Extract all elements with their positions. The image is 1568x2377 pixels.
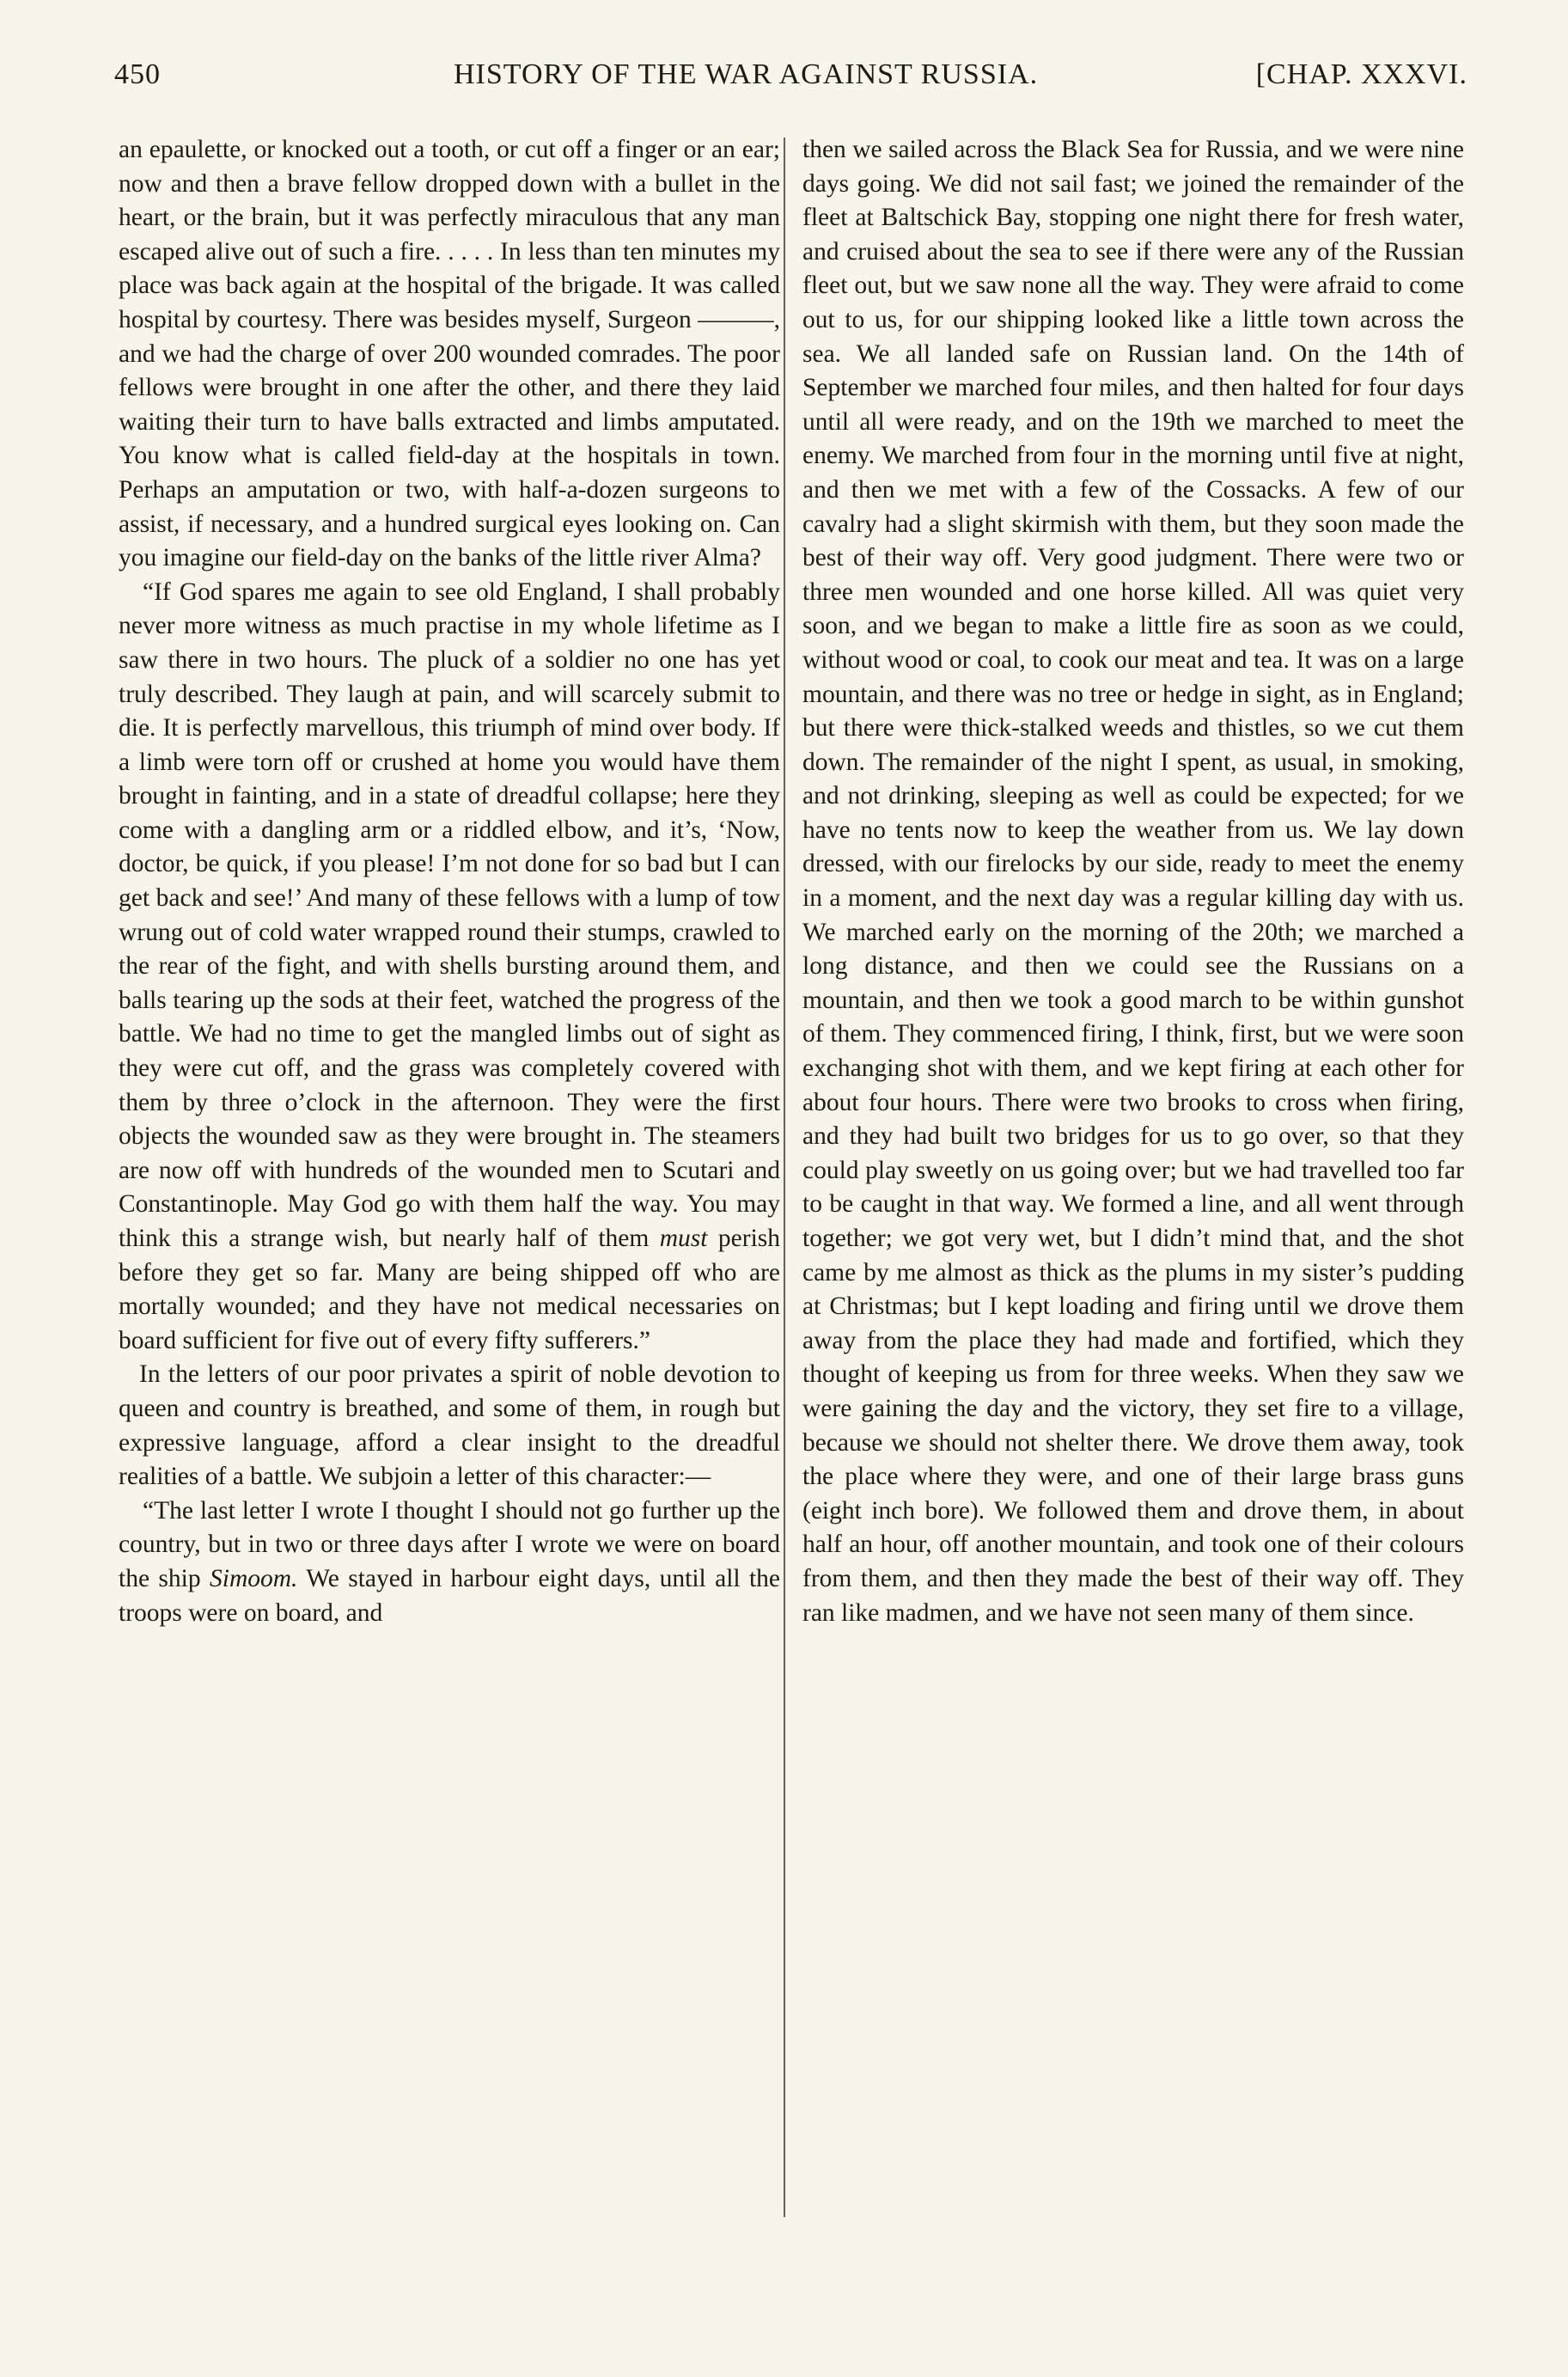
running-title: HISTORY OF THE WAR AGAINST RUSSIA.	[454, 58, 1039, 90]
emphasis-word: must	[659, 1225, 708, 1252]
left-paragraph-4	[119, 1494, 780, 1630]
left-paragraph-3: In the letters of our poor privates a spirit of noble devotion to queen and country is breathed, and some of them, in rough but expressive language, afford a clear insight to the dreadful realities of a battle. We subjoin a letter of this character:—	[119, 1360, 780, 1491]
left-paragraph-4-text-b: We stayed in harbour eight days, until all the troops were on board, and	[119, 1564, 780, 1627]
left-paragraph-4-text-a: “The last letter I wrote I thought I should not go further up the country, but in two or three days after I wrote we were on board the ship	[119, 1496, 780, 1592]
left-column	[119, 133, 780, 2213]
page-number: 450	[114, 58, 161, 90]
left-paragraph-1: an epaulette, or knocked out a tooth, or cut off a finger or an ear; now and then a brave fellow dropped down with a bullet in the heart, or the brain, but it was perfectly miraculous that any man escaped alive out of such a fire. . . . . In less than ten minutes my place was back again at the hospital of the brigade. It was called hospital by courtesy. There was besides myself, Surgeon ———, and we had the charge of over 200 wounded comrades. The poor fellows were brought in one after the other, and there they laid waiting their turn to have balls extracted and limbs amputated. You know what is called field-day at the hospitals in town. Perhaps an amputation or two, with half-a-dozen surgeons to assist, if necessary, and a hundred surgical eyes looking on. Can you imagine our field-day on the banks of the little river Alma?	[119, 136, 780, 572]
ship-name: Simoom.	[210, 1564, 298, 1592]
left-paragraph-2	[119, 576, 780, 1359]
column-divider	[784, 137, 785, 2217]
left-paragraph-2-text-a: “If God spares me again to see old England, I shall probably never more witness as much practise in my whole lifetime as I saw there in two hours. The pluck of a soldier no one has yet truly described. They laugh at pain, and will scarcely submit to die. It is perfectly marvellous, this triumph of mind over body. If a limb were torn off or crushed at home you would have them brought in fainting, and in a state of dreadful collapse; here they come with a dangling arm or a riddled elbow, and it’s, ‘Now, doctor, be quick, if you please! I’m not done for so bad but I can get back and see!’ And many of these fellows with a lump of tow wrung out of cold water wrapped round their stumps, crawled to the rear of the fight, and with shells bursting around them, and balls tearing up the sods at their feet, watched the progress of the battle. We had no time to get the mangled limbs out of sight as they were cut off, and the grass was completely covered with them by three o’clock in the afternoon. They were the first objects the wounded saw as they were brought in. The steamers are now off with hundreds of the wounded men to Scutari and Constantinople. May God go with them half the way. You may think this a strange wish, but nearly half of them	[119, 577, 780, 1252]
chapter-mark: [CHAP. XXXVI.	[1255, 58, 1467, 90]
right-column	[802, 133, 1464, 2213]
running-head	[114, 58, 1467, 110]
left-paragraph-2-text-b: perish before they get so far. Many are being shipped off who are mortally wounded; and they have not medical necessaries on board sufficient for five out of every fifty sufferers.”	[119, 1225, 780, 1354]
right-paragraph-1: then we sailed across the Black Sea for Russia, and we were nine days going. We did not sail fast; we joined the remainder of the fleet at Baltschick Bay, stopping one night there for fresh water, and cruised about the sea to see if there were any of the Russian fleet out, but we saw none all the way. They were afraid to come out to us, for our shipping looked like a little town across the sea. We all landed safe on Russian land. On the 14th of September we marched four miles, and then halted for four days until all were ready, and on the 19th we marched to meet the enemy. We marched from four in the morning until five at night, and then we met with a few of the Cossacks. A few of our cavalry had a slight skirmish with them, but they soon made the best of their way off. Very good judgment. There were two or three men wounded and one horse killed. All was quiet very soon, and we began to make a little fire as soon as we could, without wood or coal, to cook our meat and tea. It was on a large mountain, and there was no tree or hedge in sight, as in England; but there were thick-stalked weeds and thistles, so we cut them down. The remainder of the night I spent, as usual, in smoking, and not drinking, sleeping as well as could be expected; for we have no tents now to keep the weather from us. We lay down dressed, with our firelocks by our side, ready to meet the enemy in a moment, and the next day was a regular killing day with us. We marched early on the morning of the 20th; we marched a long distance, and then we could see the Russians on a mountain, and then we took a good march to be within gunshot of them. They commenced firing, I think, first, but we were soon exchanging shot with them, and we kept firing at each other for about four hours. There were two brooks to cross when firing, and they had built two bridges for us to go over, so that they could play sweetly on us going over; but we had travelled too far to be caught in that way. We formed a line, and all went through together; we got very wet, but I didn’t mind that, and the shot came by me almost as thick as the plums in my sister’s pudding at Christmas; but I kept loading and firing until we drove them away from the place they had made and fortified, which they thought of keeping us from for three weeks. When they saw we were gaining the day and the victory, they set fire to a village, because we should not shelter there. We drove them away, took the place where they were, and one of their large brass guns (eight inch bore). We followed them and drove them, in about half an hour, off another mountain, and took one of their colours from them, and then they made the best of their way off. They ran like madmen, and we have not seen many of them since.	[802, 136, 1464, 1627]
